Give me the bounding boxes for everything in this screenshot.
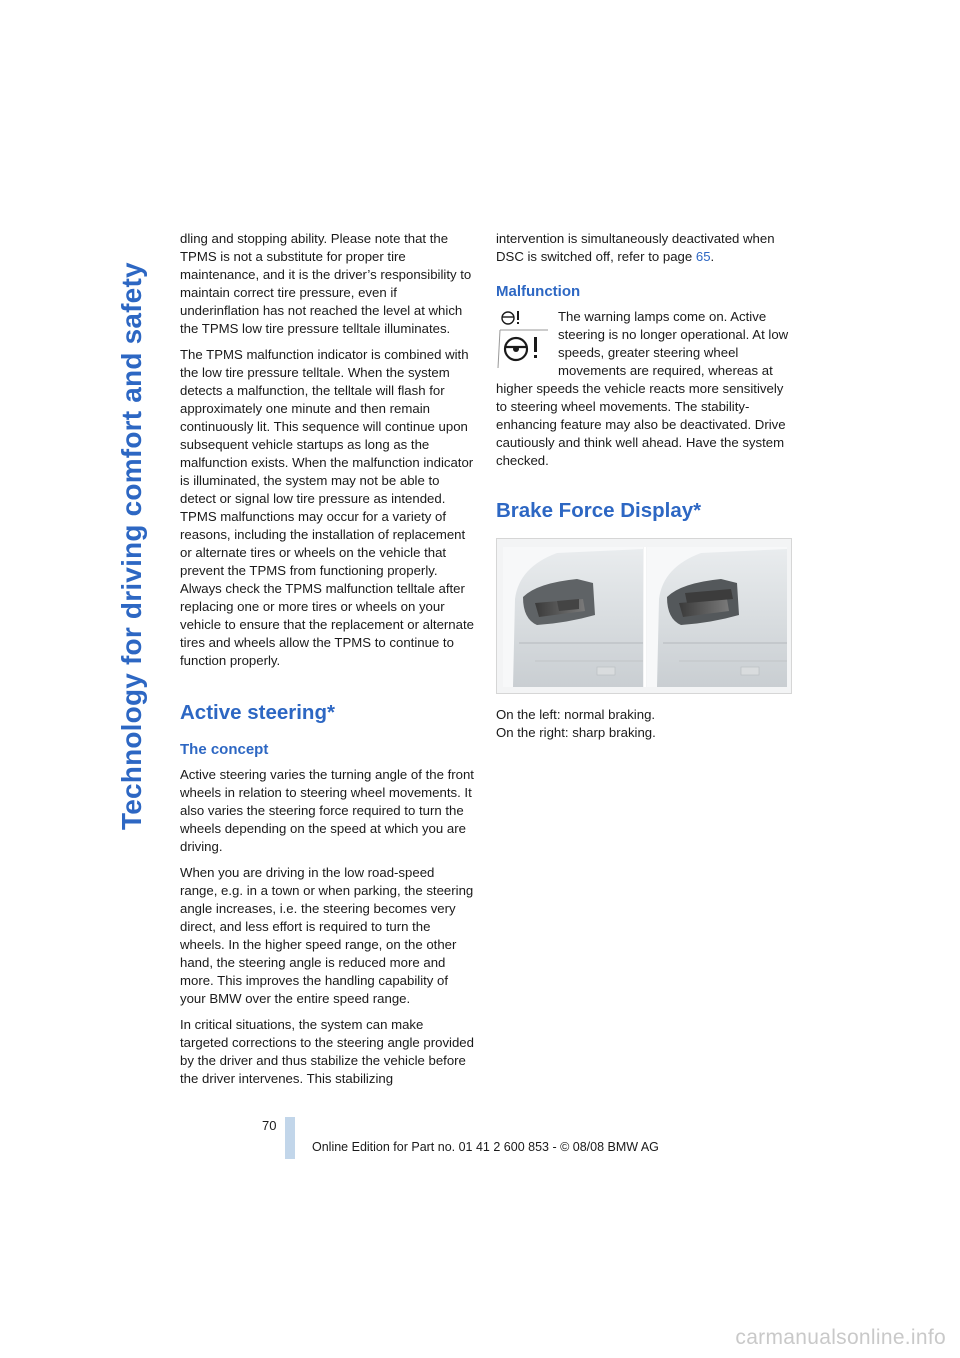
paragraph: In critical situations, the system can make targeted corrections to the steering angle provided by the driver and thus stabilize the vehicle before the driver intervenes. This stabilizing xyxy=(180,1017,474,1086)
heading-concept: The concept xyxy=(180,741,269,758)
steering-warning-small-icon xyxy=(502,311,519,324)
right-column xyxy=(496,230,792,742)
heading-brake-force-display: Brake Force Display* xyxy=(496,499,702,522)
side-title xyxy=(108,0,156,1358)
brake-force-display-figure xyxy=(496,538,792,694)
caption-line: On the right: sharp braking. xyxy=(496,725,656,740)
malfunction-block xyxy=(496,308,792,470)
car-left-normal-braking xyxy=(503,547,643,687)
paragraph: The TPMS malfunction indicator is combined with the low tire pressure telltale. When the system detects a malfunction, the telltale will flash for approximately one minute and then remain continuously lit. This sequence will continue upon subsequent vehicle startups as long as the malfunction exists. When the malfunction indicator is illuminated, the system may not be able to detect or signal low tire pressure as intended. TPMS malfunctions may occur for a variety of reasons, including the installation of replacement or alternate tires or wheels on the vehicle that prevent the TPMS from functioning properly. Always check the TPMS malfunction telltale after replacing one or more tires or wheels on your vehicle to ensure that the replacement or alternate tires and wheels allow the TPMS to continue to function properly. xyxy=(180,347,474,668)
page-link[interactable]: 65 xyxy=(695,249,711,264)
watermark: carmanualsonline.info xyxy=(735,1326,946,1349)
paragraph-text: . xyxy=(710,249,715,264)
heading-active-steering: Active steering* xyxy=(180,701,335,724)
page-number: 70 xyxy=(262,1118,277,1133)
heading-malfunction: Malfunction xyxy=(496,283,581,300)
left-column xyxy=(180,230,474,1096)
steering-warning-icon xyxy=(496,308,550,372)
figure-caption xyxy=(496,706,792,742)
chapter-title: Technology for driving comfort and safety xyxy=(116,262,147,830)
paragraph-text: intervention is simultaneously deactivated when DSC is switched off, refer to page xyxy=(496,231,775,264)
paragraph: Active steering varies the turning angle of the front wheels in relation to steering wheel movements. It also varies the steering force required to turn the wheels depending on the speed at which you are driving. xyxy=(180,767,474,854)
paragraph xyxy=(496,230,792,266)
brake-lights-illustration xyxy=(497,539,792,694)
footer-bar xyxy=(285,1117,295,1159)
malfunction-paragraph: The warning lamps come on. Active steering is no longer operational. At low speeds, greater steering wheel movements are required, whereas at higher speeds the vehicle reacts more sensitively to steering wheel movements. The stability-enhancing feature may also be deactivated. Drive cautiously and think well ahead. Have the system checked. xyxy=(496,309,789,468)
caption-line: On the left: normal braking. xyxy=(496,707,656,722)
paragraph: dling and stopping ability. Please note that the TPMS is not a substitute for proper tire maintenance, and it is the driver’s responsibility to maintain correct tire pressure, even if underinflation has not reached the level at which the TPMS low tire pressure telltale illuminates. xyxy=(180,231,472,336)
car-right-sharp-braking xyxy=(647,547,787,687)
paragraph: When you are driving in the low road-speed range, e.g. in a town or when parking, the steering angle increases, i.e. the steering becomes very direct, and less effort is required to turn the wheels. In the higher speed range, on the other hand, the steering angle is reduced more and more. This improves the handling capability of your BMW over the entire speed range. xyxy=(180,865,474,1006)
steering-warning-large-icon xyxy=(505,337,537,360)
footer-edition: Online Edition for Part no. 01 41 2 600 853 - © 08/08 BMW AG xyxy=(312,1140,659,1154)
